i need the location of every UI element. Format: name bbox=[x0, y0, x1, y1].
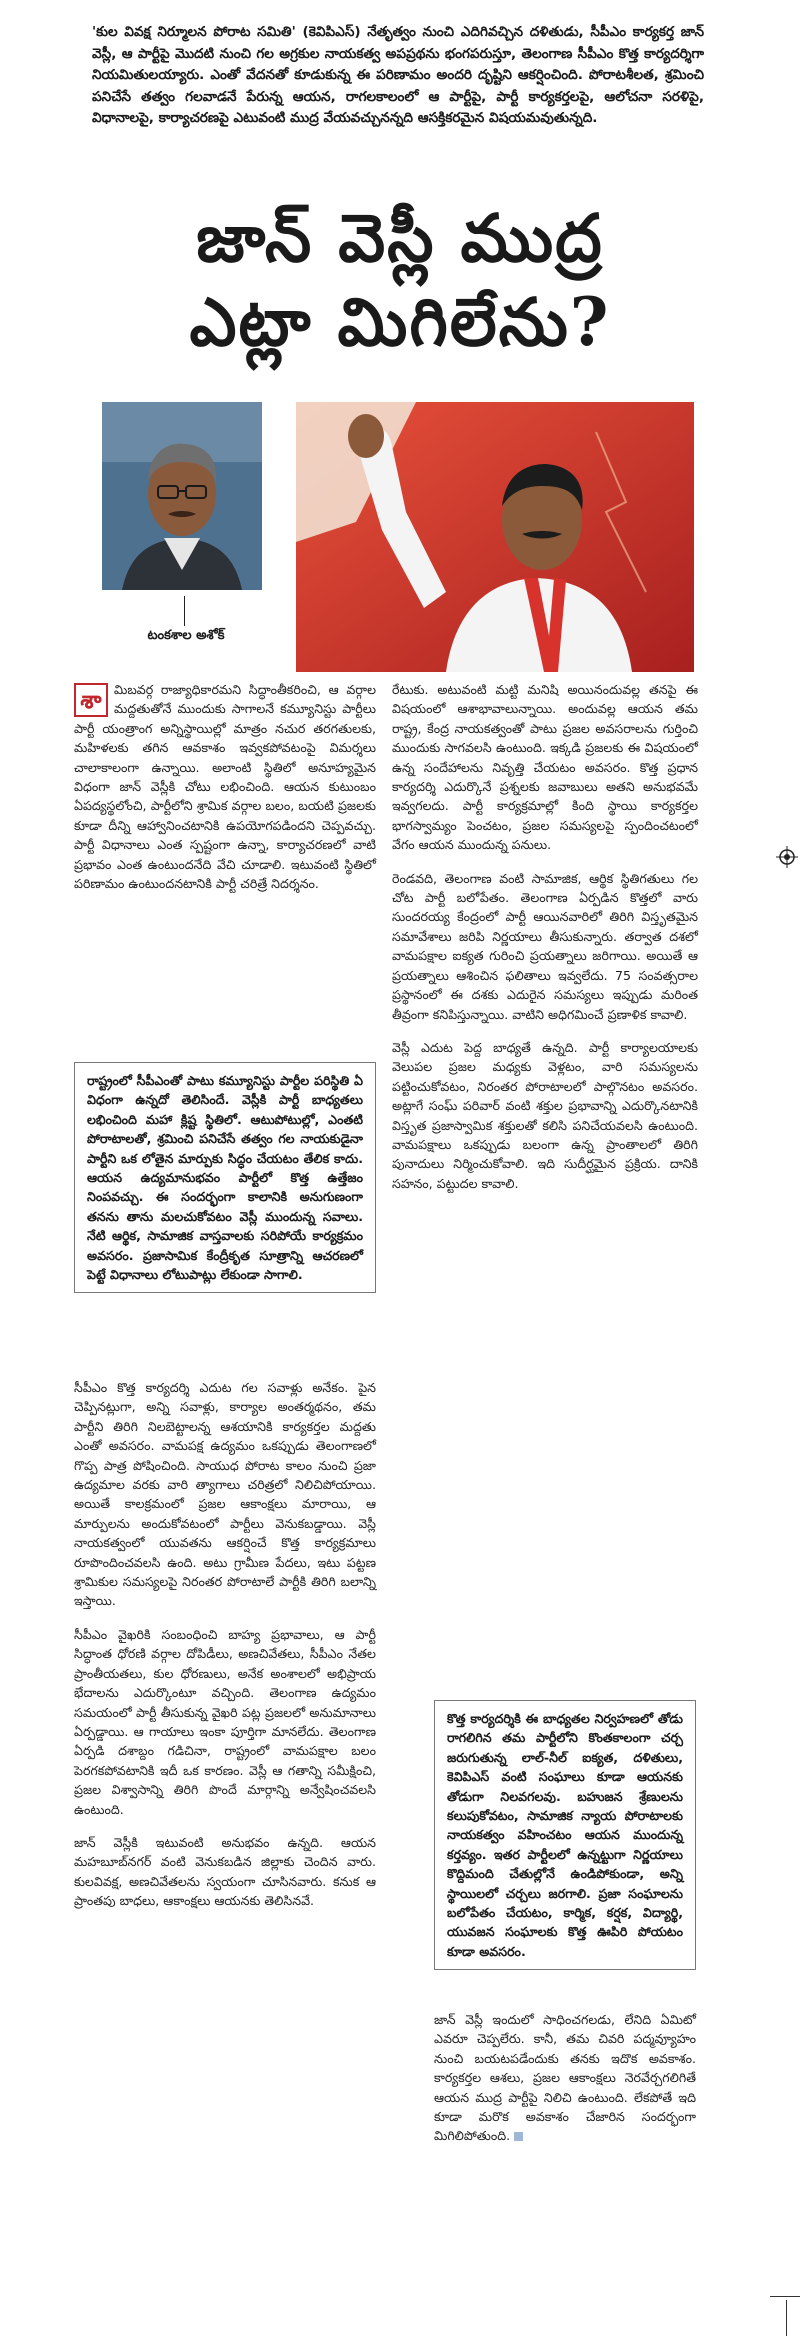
registration-mark-icon bbox=[776, 846, 798, 868]
headline bbox=[60, 196, 740, 364]
author-portrait-drawing bbox=[102, 402, 262, 590]
column-2-paragraph-4-text: జాన్ వెస్లీ ఇందులో సాధించగలడు, లేనిది ఏమిటో ఎవరూ చెప్పలేరు. కానీ, తమ చివరి పద్మవ్యూహం నుంచి బయటపడేందుకు తనకు ఇదొక అవకాశం. కార్యకర్తల ఆశలు, ప్రజల ఆకాంక్షలు నెరవేర్చగలిగితే ఆయన ముద్ర పార్టీపై నిలిచి ఉంటుంది. లేకపోతే ఇది కూడా మరొక అవకాశం చేజారిన సందర్భంగా మిగిలిపోతుంది. bbox=[434, 2012, 696, 2144]
highlight-box-2: కొత్త కార్యదర్శికి ఈ బాధ్యతల నిర్వహణలో తోడు రాగలిగిన తమ పార్టీలోని కొంతకాలంగా చర్చ జరుగుతున్న లాల్-నీల్ ఐక్యత, దళితులు, కెవిపిఎస్ వంటి సంఘాలు కూడా ఆయనకు తోడుగా నిలవగలవు. బహుజన శ్రేణులను కలుపుకోవటం, సామాజిక న్యాయ పోరాటాలకు నాయకత్వం వహించటం ఆయన ముందున్న కర్తవ్యం. ఇతర పార్టీలలో ఉన్నట్టుగా నిర్ణయాలు కొద్దిమంది చేతుల్లోనే ఉండిపోకుండా, అన్ని స్థాయిలలో చర్చలు జరగాలి. ప్రజా సంఘాలను బలోపేతం చేయటం, కార్మిక, కర్షక, విద్యార్థి, యువజన సంఘాలకు కొత్త ఊపిరి పోయటం కూడా అవసరం. bbox=[434, 1700, 696, 1970]
column-2-paragraph-3: వెస్లీ ఎదుట పెద్ద బాధ్యతే ఉన్నది. పార్టీ కార్యాలయాలకు వెలుపల ప్రజల మధ్యకు వెళ్లటం, వారి సమస్యలను పట్టించుకోవటం, నిరంతర పోరాటాలలో పాల్గొనటం అవసరం. అట్లాగే సంఘ్ పరివార్ వంటి శక్తుల ప్రభావాన్ని ఎదుర్కొనటానికి విస్తృత ప్రజాస్వామిక శక్తులతో కలిసి పనిచేయవలసి ఉంటుంది. వామపక్షాలు ఒకప్పుడు బలంగా ఉన్న ప్రాంతాలలో తిరిగి పునాదులు నిర్మించుకోవాలి. ఇది సుదీర్ఘమైన ప్రక్రియ. దానికి సహనం, పట్టుదల కావాలి. bbox=[392, 1039, 698, 1191]
end-of-article-mark bbox=[514, 2132, 523, 2141]
hero-photo-drawing bbox=[296, 402, 694, 672]
column-1-paragraph-3: సీపీఎం వైఖరికి సంబంధించి బాహ్య ప్రభావాలు, ఆ పార్టీ సిద్ధాంత ధోరణి వర్గాల దోపిడీలు, అణచివేతలు, సీపీఎం నేతల ప్రాంతీయతలు, కుల ధోరణులు, అనేక అంశాలలో అభిప్రాయ భేదాలను ఎదుర్కొంటూ వచ్చింది. తెలంగాణ ఉద్యమం సమయంలో పార్టీ తీసుకున్న వైఖరి పట్ల ప్రజలలో అనుమానాలు ఏర్పడ్డాయి. ఆ గాయాలు ఇంకా పూర్తిగా మానలేదు. తెలంగాణ ఏర్పడి దశాబ్దం గడిచినా, రాష్ట్రంలో వామపక్షాల బలం పెరగకపోవటానికి ఇదీ ఒక కారణం. వెస్లీ ఆ గతాన్ని సమీక్షించి, ప్రజల విశ్వాసాన్ని తిరిగి పొందే మార్గాన్ని అన్వేషించవలసి ఉంటుంది. bbox=[74, 1626, 376, 1817]
article-column-1-lower bbox=[74, 1378, 376, 1925]
column-1-paragraph-1 bbox=[74, 680, 376, 893]
byline-divider bbox=[184, 596, 185, 626]
column-1-paragraph-2: సీపీఎం కొత్త కార్యదర్శి ఎదుట గల సవాళ్లు అనేకం. పైన చెప్పినట్లుగా, అన్ని సవాళ్లు, కార్యాల అంతర్మథనం, తమ పార్టీని తిరిగి నిలబెట్టాలన్న ఆశయానికి కార్యకర్తల మద్దతు ఎంతో అవసరం. వామపక్ష ఉద్యమం ఒకప్పుడు తెలంగాణలో గొప్ప పాత్ర పోషించింది. సాయుధ పోరాట కాలం నుంచి ప్రజా ఉద్యమాల వరకు వారి త్యాగాలు చరిత్రలో నిలిచిపోయాయి. అయితే కాలక్రమంలో ప్రజల ఆకాంక్షలు మారాయి, ఆ మార్పులను అందుకోవటంలో పార్టీలు వెనుకబడ్డాయి. వెస్లీ నాయకత్వంలో యువతను ఆకర్షించే కొత్త కార్యక్రమాలు రూపొందించవలసి ఉంది. అటు గ్రామీణ పేదలు, ఇటు పట్టణ శ్రామికుల సమస్యలపై నిరంతర పోరాటాలే పార్టీకి తిరిగి బలాన్ని ఇస్తాయి. bbox=[74, 1380, 376, 1609]
crop-mark-horizontal bbox=[770, 2296, 800, 2297]
crop-mark-vertical bbox=[786, 2300, 787, 2336]
column-2-paragraph-2: రెండవది, తెలంగాణ వంటి సామాజిక, ఆర్థిక స్థితిగతులు గల చోట పార్టీ బలోపేతం. తెలంగాణ ఏర్పడిన కొత్తలో వారు సుందరయ్య కేంద్రంలో పార్టీ ఆయినవారిలో తిరిగి విస్తృతమైన సమావేశాలు జరిపి నిర్ణయాలు తీసుకున్నారు. తర్వాత దశలో వామపక్షాల ఐక్యత గురించి ప్రయత్నాలు జరిగాయి. అయితే ఆ ప్రయత్నాలు ఆశించిన ఫలితాలు ఇవ్వలేదు. 75 సంవత్సరాల ప్రస్థానంలో ఈ దశకు ఎదురైన సమస్యలు ఇప్పుడు మరింత తీవ్రంగా కనిపిస్తున్నాయి. వాటిని అధిగమించే ప్రణాళిక కావాలి. bbox=[392, 870, 698, 1022]
author-portrait-image bbox=[102, 402, 262, 590]
author-byline: టంకశాల అశోక్ bbox=[147, 628, 225, 643]
hero-photo bbox=[296, 402, 694, 672]
highlight-box-1: రాష్ట్రంలో సీపీఎంతో పాటు కమ్యూనిస్టు పార్టీల పరిస్థితి ఏ విధంగా ఉన్నదో తెలిసిందే. వెస్లీకి పార్టీ బాధ్యతలు లభించింది మహా క్లిష్ట స్థితిలో. ఆటుపోటుల్లో, ఎంతటి పోరాటాలతో, శ్రమించి పనిచేసే తత్వం గల నాయకుడైనా పార్టీని ఒక లోతైన మార్పుకు సిద్ధం చేయటం తేలిక కాదు. ఆయన ఉద్యమానుభవం పార్టీలో కొత్త ఉత్తేజం నింపవచ్చు. ఈ సందర్భంగా కాలానికి అనుగుణంగా తనను తాను మలచుకోవటం వెస్లీ ముందున్న సవాలు. నేటి ఆర్థిక, సామాజిక వాస్తవాలకు సరిపోయే కార్యక్రమం అవసరం. ప్రజాసామిక కేంద్రీకృత సూత్రాన్ని ఆచరణలో పెట్టే విధానాలు లోటుపాట్లు లేకుండా సాగాలి. bbox=[74, 1062, 376, 1293]
article-column-2-lower bbox=[434, 2010, 696, 2160]
headline-line-1: జాన్ వెస్లీ ముద్ర bbox=[196, 199, 604, 277]
article-column-1 bbox=[74, 680, 376, 907]
headline-line-2: ఎట్లా మిగిలేను? bbox=[189, 283, 611, 361]
dropcap: శా bbox=[74, 683, 108, 717]
column-2-paragraph-4 bbox=[434, 2010, 696, 2146]
column-2-paragraph-1: రేటుకు. అటువంటి మట్టి మనిషి అయినందువల్ల తనపై ఈ విషయంలో ఆశాభావాలున్నాయి. అందువల్ల ఆయన తమ రాష్ట్ర, కేంద్ర నాయకత్వంతో పాటు ప్రజల అవసరాలను గుర్తించి ముందుకు సాగవలసి ఉంటుంది. ఇక్కడి ప్రజలకు ఈ విషయంలో ఉన్న సందేహాలను నివృత్తి చేయటం అవసరం. కొత్త ప్రధాన కార్యదర్శి ఎదుర్కొనే ప్రశ్నలకు జవాబులు అతని అనుభవమే ఇవ్వగలదు. పార్టీ కార్యక్రమాల్లో కింది స్థాయి కార్యకర్తల భాగస్వామ్యం పెంచటం, ప్రజల సమస్యలపై స్పందించటంలో వేగం ఆయన ముందున్న పనులు. bbox=[392, 682, 698, 853]
column-1-paragraph-4: జాన్ వెస్లీకి ఇటువంటి అనుభవం ఉన్నది. ఆయన మహబూబ్‌నగర్ వంటి వెనుకబడిన జిల్లాకు చెందిన వారు. కులవివక్ష, అణచివేతలను స్వయంగా చూసినవారు. కనుక ఆ ప్రాంతపు బాధలు, ఆకాంక్షలు ఆయనకు తెలిసినవే. bbox=[74, 1834, 376, 1909]
intro-summary: 'కుల వివక్ష నిర్మూలన పోరాట సమితి' (కెవిపిఎస్) నేతృత్వం నుంచి ఎదిగివచ్చిన దళితుడు, సీపీఎం కార్యకర్త జాన్ వెస్లీ, ఆ పార్టీపై మొదటి నుంచి గల అగ్రకుల నాయకత్వ అపప్రథను భంగపరుస్తూ, తెలంగాణ సీపీఎం కొత్త కార్యదర్శిగా నియమితులయ్యారు. ఎంతో వేదనతో కూడుకున్న ఈ పరిణామం అందరి దృష్టిని ఆకర్షించింది. పోరాటశీలత, శ్రమించి పనిచేసే తత్వం గలవాడనే పేరున్న ఆయన, రాగలకాలంలో ఆ పార్టీపై, పార్టీ కార్యకర్తలపై, ఆలోచనా సరళిపై, విధానాలపై, కార్యాచరణపై ఎటువంటి ముద్ర వేయవచ్చునన్నది ఆసక్తికరమైన విషయమవుతున్నది. bbox=[92, 24, 704, 126]
column-1-paragraph-1-text: మిబవర్గ రాజ్యాధికారమని సిద్ధాంతీకరించి, ఆ వర్గాల మద్దతుతోనే ముందుకు సాగాలనే కమ్యూనిస్టు పార్టీలు పార్టీ యంత్రాంగ అన్నిస్థాయిల్లో మాత్రం నచుర తరగతులకు, మహిళలకు తగిన ఆవకాశం ఇవ్వకపోవటంపై విమర్శలు చాలాకాలంగా ఉన్నాయి. అలాంటి స్థితిలో అనూహ్యమైన విధంగా జాన్ వెస్లీకి చోటు లభించింది. ఆయన కుటుంబం ఏపద్యస్థలోంచి, పార్టీలోని శ్రామిక వర్గాల బలం, బయటి ప్రజలకు కూడా దీన్ని ఆహ్వానించటానికి ఉపయోగపడిందని చెప్పవచ్చు. పార్టీ విధానాలు ఎంత స్పష్టంగా ఉన్నా, కార్యాచరణలో వాటి ప్రభావం ఎంత ఉంటుందనేది వేచి చూడాలి. ఇటువంటి స్థితిలో పరిణామం ఉంటుందనటానికి పార్టీ చరిత్రే నిదర్శనం. bbox=[74, 682, 376, 892]
article-column-2 bbox=[392, 680, 698, 1207]
